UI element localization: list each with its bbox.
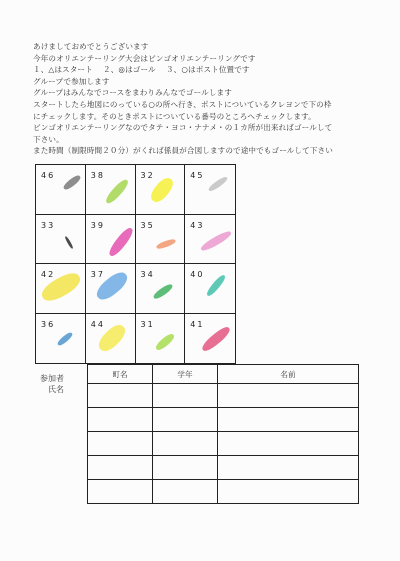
name-label: 氏名 xyxy=(48,385,64,394)
post-number: 38 xyxy=(90,171,105,180)
bingo-cell[interactable] xyxy=(36,165,86,215)
name-cell[interactable] xyxy=(218,384,359,408)
post-number: 33 xyxy=(41,220,56,230)
bingo-cell[interactable] xyxy=(136,314,186,364)
instructions xyxy=(33,41,373,157)
crayon-check-mark xyxy=(62,174,82,192)
column-header-name: 名前 xyxy=(218,365,359,384)
bingo-cell[interactable] xyxy=(86,165,136,215)
crayon-check-mark xyxy=(151,282,173,300)
name-cell[interactable] xyxy=(218,408,359,432)
post-number: 35 xyxy=(140,220,155,230)
town-cell[interactable] xyxy=(88,480,153,504)
instruction-line: 下さい。 xyxy=(33,134,64,144)
bingo-card xyxy=(35,164,236,364)
post-number: 45 xyxy=(190,171,205,180)
column-header-grade: 学年 xyxy=(153,365,218,384)
crayon-check-mark xyxy=(106,225,135,258)
post-number: 43 xyxy=(190,220,205,230)
post-number: 41 xyxy=(190,319,205,329)
instruction-line: グループで参加します xyxy=(33,76,110,86)
table-header-row xyxy=(88,365,359,384)
grade-cell[interactable] xyxy=(153,384,218,408)
crayon-check-mark xyxy=(56,330,74,346)
bingo-cell[interactable] xyxy=(185,314,235,364)
crayon-check-mark xyxy=(205,273,227,297)
grade-cell[interactable] xyxy=(153,456,218,480)
post-number: 37 xyxy=(90,270,105,279)
bingo-cell[interactable] xyxy=(36,314,86,364)
post-number: 32 xyxy=(140,171,155,180)
post-number: 39 xyxy=(90,220,105,230)
crayon-check-mark xyxy=(155,237,176,249)
instruction-line: ビンゴオリエンテーリングなのでタテ・ヨコ・ナナメ・の１カ所が出来ればゴールして xyxy=(33,123,333,133)
bingo-cell[interactable] xyxy=(36,264,86,314)
town-cell[interactable] xyxy=(88,408,153,432)
post-number: 34 xyxy=(140,270,155,279)
bingo-cell[interactable] xyxy=(86,264,136,314)
post-number: 40 xyxy=(190,270,205,279)
bingo-cell[interactable] xyxy=(185,215,235,265)
grade-cell[interactable] xyxy=(153,408,218,432)
instruction-line: にチェックします。そのときポストについている番号のところへチェックします。 xyxy=(33,111,316,121)
crayon-check-mark xyxy=(200,324,232,354)
town-cell[interactable] xyxy=(88,384,153,408)
crayon-check-mark xyxy=(154,331,176,351)
table-row xyxy=(88,456,359,480)
grade-cell[interactable] xyxy=(153,432,218,456)
post-number: 46 xyxy=(41,171,56,180)
bingo-cell[interactable] xyxy=(136,215,186,265)
crayon-check-mark xyxy=(200,229,233,253)
instruction-line: 今年のオリエンテーリング大会はビンゴオリエンテーリングです xyxy=(33,53,256,63)
name-cell[interactable] xyxy=(218,432,359,456)
column-header-town: 町名 xyxy=(88,365,153,384)
bingo-cell[interactable] xyxy=(86,215,136,265)
table-row xyxy=(88,408,359,432)
table-row xyxy=(88,480,359,504)
crayon-check-mark xyxy=(64,235,74,249)
name-cell[interactable] xyxy=(218,480,359,504)
town-cell[interactable] xyxy=(88,456,153,480)
post-number: 42 xyxy=(41,270,56,279)
bingo-cell[interactable] xyxy=(185,264,235,314)
participant-table xyxy=(87,364,359,504)
bingo-cell[interactable] xyxy=(136,264,186,314)
crayon-check-mark xyxy=(208,175,229,193)
table-row xyxy=(88,384,359,408)
town-cell[interactable] xyxy=(88,432,153,456)
table-row xyxy=(88,432,359,456)
bingo-cell[interactable] xyxy=(185,165,235,215)
instruction-line: グループはみんなでコースをまわりみんなでゴールします xyxy=(33,88,232,98)
bingo-cell[interactable] xyxy=(136,165,186,215)
post-number: 44 xyxy=(90,319,105,329)
crayon-check-mark xyxy=(103,177,130,205)
instruction-line: １、△はスタート ２、◎はゴール ３、○はポスト位置です xyxy=(33,65,250,75)
instruction-line: スタートしたら地図にのっている○の所へ行き、ポストについているクレヨンで下の枠 xyxy=(33,99,332,109)
instruction-line: また時間（制限時間２０分）がくれば係員が合図しますので途中でもゴールして下さい xyxy=(33,146,333,156)
grade-cell[interactable] xyxy=(153,480,218,504)
name-cell[interactable] xyxy=(218,456,359,480)
instruction-line: あけましておめでとうございます xyxy=(33,42,149,51)
post-number: 36 xyxy=(41,319,56,329)
bingo-cell[interactable] xyxy=(86,314,136,364)
post-number: 31 xyxy=(140,319,155,329)
bingo-cell[interactable] xyxy=(36,215,86,265)
participant-label: 参加者 xyxy=(40,374,64,383)
